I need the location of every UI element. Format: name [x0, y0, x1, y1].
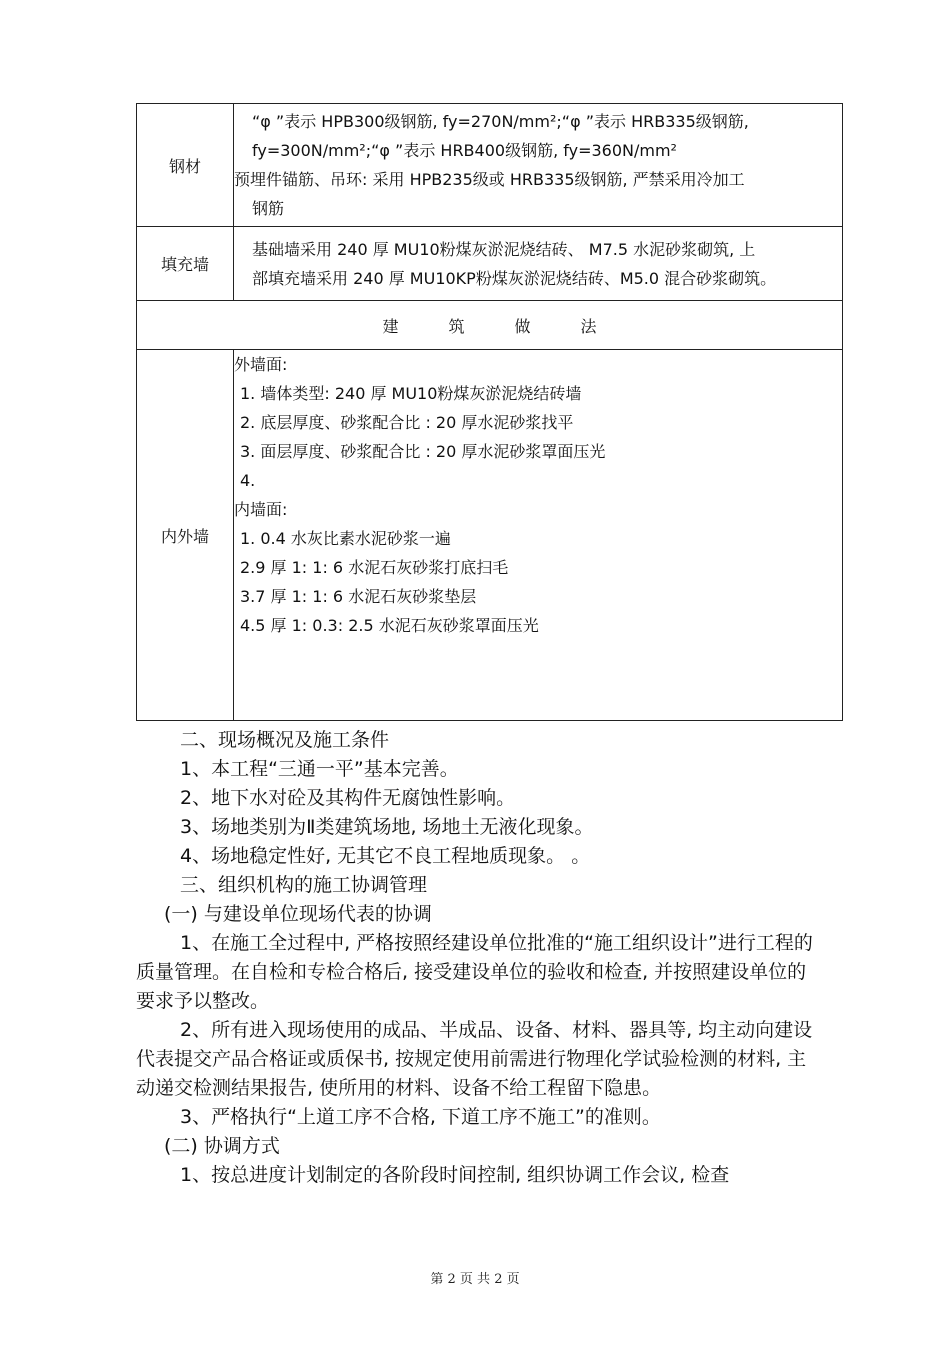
content-line: 内墙面:: [234, 500, 288, 519]
content-line: 2.9 厚 1: 1: 6 水泥石灰砂浆打底扫毛: [240, 558, 509, 577]
content-line: 钢筋: [252, 199, 285, 218]
spec-table: [136, 103, 843, 721]
paragraph: 1、本工程“三通一平”基本完善。: [180, 758, 459, 780]
table-row-wall: [137, 350, 843, 721]
section-heading: 三、组织机构的施工协调管理: [180, 874, 428, 896]
page-footer: 第 2 页 共 2 页: [430, 1272, 520, 1287]
paragraph: 1、按总进度计划制定的各阶段时间控制, 组织协调工作会议, 检查: [180, 1164, 730, 1186]
content-line: 2. 底层厚度、砂浆配合比 : 20 厚水泥砂浆找平: [240, 413, 574, 432]
paragraph: 3、场地类别为Ⅱ类建筑场地, 场地土无液化现象。: [180, 816, 594, 838]
content-line: 1. 0.4 水灰比素水泥砂浆一遍: [240, 529, 451, 548]
table-row-section-title: [137, 301, 843, 350]
subsection-heading: (一) 与建设单位现场代表的协调: [164, 903, 432, 925]
content-line: 3.7 厚 1: 1: 6 水泥石灰砂浆垫层: [240, 587, 477, 606]
row-label-wall: 内外墙: [137, 350, 234, 721]
subsection-heading: (二) 协调方式: [164, 1135, 280, 1157]
content-line: 4.: [240, 471, 256, 490]
content-line: 外墙面:: [234, 355, 288, 374]
content-line: 3. 面层厚度、砂浆配合比 : 20 厚水泥砂浆罩面压光: [240, 442, 606, 461]
row-content-wall: [234, 350, 843, 721]
row-label-infill: 填充墙: [137, 227, 234, 301]
row-content-infill: [234, 227, 843, 301]
table-row-infill: [137, 227, 843, 301]
section-title: [137, 301, 843, 350]
paragraph: 4、场地稳定性好, 无其它不良工程地质现象。 。: [180, 845, 591, 867]
section-title-char: 筑: [448, 316, 465, 336]
content-line: 预埋件锚筋、吊环: 采用 HPB235级或 HRB335级钢筋, 严禁采用冷加工: [234, 170, 745, 189]
content-line: “φ ”表示 HPB300级钢筋, fy=270N/mm²;“φ ”表示 HRB335级钢筋,: [252, 112, 749, 131]
section-heading: 二、现场概况及施工条件: [180, 729, 390, 751]
paragraph: 1、在施工全过程中, 严格按照经建设单位批准的“施工组织设计”进行工程的质量管理。在自检和专检合格后, 接受建设单位的验收和检查, 并按照建设单位的要求予以整改。: [136, 932, 813, 1012]
paragraph: 2、地下水对砼及其构件无腐蚀性影响。: [180, 787, 516, 809]
content-line: 1. 墙体类型: 240 厚 MU10粉煤灰淤泥烧结砖墙: [240, 384, 582, 403]
content-line: 基础墙采用 240 厚 MU10粉煤灰淤泥烧结砖、 M7.5 水泥砂浆砌筑, 上: [252, 239, 756, 259]
content-line: 4.5 厚 1: 0.3: 2.5 水泥石灰砂浆罩面压光: [240, 616, 539, 635]
section-title-char: 做: [514, 316, 531, 336]
row-label-steel: 钢材: [137, 104, 234, 227]
table-row-steel: [137, 104, 843, 227]
section-title-char: 建: [382, 316, 399, 336]
paragraph: 2、所有进入现场使用的成品、半成品、设备、材料、器具等, 均主动向建设代表提交产品合格证或质保书, 按规定使用前需进行物理化学试验检测的材料, 主动递交检测结果报告, 使所用的材料、设备不给工程留下隐患。: [136, 1019, 813, 1099]
paragraph: 3、严格执行“上道工序不合格, 下道工序不施工”的准则。: [180, 1106, 661, 1128]
content-line: fy=300N/mm²;“φ ”表示 HRB400级钢筋, fy=360N/mm²: [252, 141, 677, 160]
body-text: [136, 726, 816, 1190]
section-title-char: 法: [580, 316, 597, 336]
content-line: 部填充墙采用 240 厚 MU10KP粉煤灰淤泥烧结砖、M5.0 混合砂浆砌筑。: [252, 268, 777, 288]
row-content-steel: [234, 104, 843, 227]
